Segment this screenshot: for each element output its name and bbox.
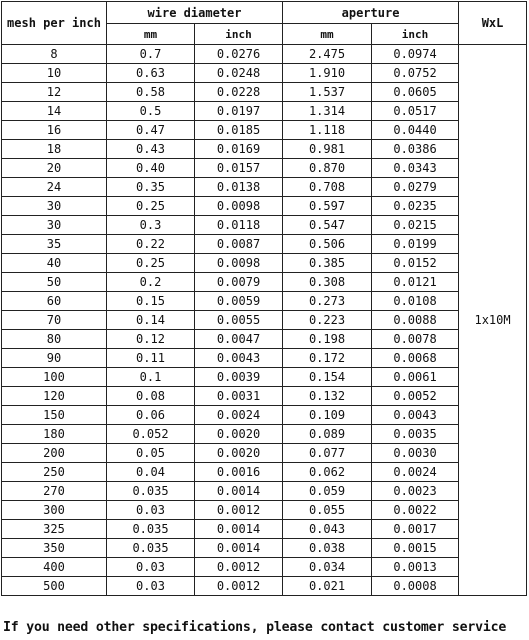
mesh-cell: 12 (2, 83, 107, 102)
wire-inch-cell: 0.0169 (195, 140, 283, 159)
wire-mm-cell: 0.14 (107, 311, 195, 330)
aperture-mm-cell: 0.089 (283, 425, 372, 444)
mesh-cell: 18 (2, 140, 107, 159)
table-row (2, 463, 527, 482)
aperture-inch-cell: 0.0017 (372, 520, 459, 539)
aperture-inch-cell: 0.0022 (372, 501, 459, 520)
aperture-mm-cell: 0.109 (283, 406, 372, 425)
aperture-mm-cell: 0.597 (283, 197, 372, 216)
aperture-mm-cell: 0.059 (283, 482, 372, 501)
aperture-mm-cell: 0.034 (283, 558, 372, 577)
mesh-cell: 14 (2, 102, 107, 121)
table-row (2, 558, 527, 577)
aperture-mm-cell: 0.077 (283, 444, 372, 463)
table-row (2, 387, 527, 406)
mesh-cell: 40 (2, 254, 107, 273)
table-row (2, 197, 527, 216)
table-row (2, 444, 527, 463)
wire-inch-cell: 0.0228 (195, 83, 283, 102)
wire-mm-cell: 0.08 (107, 387, 195, 406)
wire-mm-cell: 0.035 (107, 539, 195, 558)
wire-mm-cell: 0.03 (107, 501, 195, 520)
aperture-inch-cell: 0.0974 (372, 45, 459, 64)
wire-mm-cell: 0.5 (107, 102, 195, 121)
mesh-cell: 70 (2, 311, 107, 330)
wire-mm-cell: 0.35 (107, 178, 195, 197)
header-wire-diameter: wire diameter (107, 2, 283, 24)
table-row (2, 520, 527, 539)
aperture-inch-cell: 0.0215 (372, 216, 459, 235)
aperture-mm-cell: 0.198 (283, 330, 372, 349)
wire-mm-cell: 0.035 (107, 520, 195, 539)
table-row (2, 482, 527, 501)
aperture-mm-cell: 0.154 (283, 368, 372, 387)
mesh-spec-table (1, 1, 527, 596)
wire-inch-cell: 0.0024 (195, 406, 283, 425)
mesh-cell: 16 (2, 121, 107, 140)
spec-table-body (2, 45, 527, 596)
wire-mm-cell: 0.03 (107, 558, 195, 577)
aperture-inch-cell: 0.0517 (372, 102, 459, 121)
aperture-mm-cell: 0.308 (283, 273, 372, 292)
wire-inch-cell: 0.0098 (195, 197, 283, 216)
mesh-cell: 20 (2, 159, 107, 178)
table-row (2, 406, 527, 425)
table-row (2, 64, 527, 83)
aperture-inch-cell: 0.0052 (372, 387, 459, 406)
aperture-mm-cell: 0.043 (283, 520, 372, 539)
wire-mm-cell: 0.03 (107, 577, 195, 596)
aperture-inch-cell: 0.0386 (372, 140, 459, 159)
aperture-mm-cell: 0.547 (283, 216, 372, 235)
aperture-mm-cell: 0.870 (283, 159, 372, 178)
mesh-cell: 180 (2, 425, 107, 444)
table-row (2, 292, 527, 311)
aperture-mm-cell: 0.273 (283, 292, 372, 311)
wire-mm-cell: 0.1 (107, 368, 195, 387)
aperture-mm-cell: 0.981 (283, 140, 372, 159)
wire-mm-cell: 0.43 (107, 140, 195, 159)
table-row (2, 273, 527, 292)
wire-mm-cell: 0.035 (107, 482, 195, 501)
aperture-inch-cell: 0.0343 (372, 159, 459, 178)
mesh-cell: 90 (2, 349, 107, 368)
table-row (2, 45, 527, 64)
aperture-inch-cell: 0.0035 (372, 425, 459, 444)
header-aperture-mm: mm (283, 24, 372, 45)
wire-inch-cell: 0.0138 (195, 178, 283, 197)
mesh-cell: 500 (2, 577, 107, 596)
mesh-cell: 200 (2, 444, 107, 463)
wire-inch-cell: 0.0185 (195, 121, 283, 140)
aperture-mm-cell: 0.385 (283, 254, 372, 273)
wire-mm-cell: 0.2 (107, 273, 195, 292)
aperture-mm-cell: 0.021 (283, 577, 372, 596)
aperture-mm-cell: 0.223 (283, 311, 372, 330)
wire-mm-cell: 0.58 (107, 83, 195, 102)
aperture-mm-cell: 1.118 (283, 121, 372, 140)
wire-inch-cell: 0.0087 (195, 235, 283, 254)
aperture-mm-cell: 0.708 (283, 178, 372, 197)
table-row (2, 577, 527, 596)
wire-inch-cell: 0.0014 (195, 520, 283, 539)
mesh-cell: 100 (2, 368, 107, 387)
mesh-cell: 325 (2, 520, 107, 539)
aperture-inch-cell: 0.0068 (372, 349, 459, 368)
aperture-mm-cell: 0.132 (283, 387, 372, 406)
table-row (2, 425, 527, 444)
aperture-mm-cell: 1.910 (283, 64, 372, 83)
mesh-cell: 8 (2, 45, 107, 64)
table-row (2, 121, 527, 140)
aperture-inch-cell: 0.0235 (372, 197, 459, 216)
aperture-inch-cell: 0.0023 (372, 482, 459, 501)
table-row (2, 330, 527, 349)
aperture-inch-cell: 0.0152 (372, 254, 459, 273)
wire-mm-cell: 0.63 (107, 64, 195, 83)
wire-inch-cell: 0.0012 (195, 577, 283, 596)
wire-mm-cell: 0.15 (107, 292, 195, 311)
mesh-cell: 400 (2, 558, 107, 577)
aperture-inch-cell: 0.0015 (372, 539, 459, 558)
wire-inch-cell: 0.0039 (195, 368, 283, 387)
table-row (2, 311, 527, 330)
aperture-mm-cell: 0.038 (283, 539, 372, 558)
table-row (2, 349, 527, 368)
mesh-cell: 120 (2, 387, 107, 406)
mesh-cell: 80 (2, 330, 107, 349)
mesh-cell: 35 (2, 235, 107, 254)
wire-inch-cell: 0.0118 (195, 216, 283, 235)
mesh-cell: 30 (2, 216, 107, 235)
table-row (2, 102, 527, 121)
table-row (2, 539, 527, 558)
wire-mm-cell: 0.7 (107, 45, 195, 64)
mesh-cell: 10 (2, 64, 107, 83)
mesh-cell: 50 (2, 273, 107, 292)
wire-mm-cell: 0.05 (107, 444, 195, 463)
wire-inch-cell: 0.0020 (195, 444, 283, 463)
aperture-inch-cell: 0.0008 (372, 577, 459, 596)
wire-mm-cell: 0.25 (107, 197, 195, 216)
aperture-inch-cell: 0.0752 (372, 64, 459, 83)
mesh-cell: 350 (2, 539, 107, 558)
wire-inch-cell: 0.0276 (195, 45, 283, 64)
wire-mm-cell: 0.22 (107, 235, 195, 254)
aperture-inch-cell: 0.0108 (372, 292, 459, 311)
table-row (2, 178, 527, 197)
wire-inch-cell: 0.0012 (195, 501, 283, 520)
wire-mm-cell: 0.40 (107, 159, 195, 178)
table-row (2, 254, 527, 273)
mesh-cell: 300 (2, 501, 107, 520)
table-row (2, 159, 527, 178)
wire-inch-cell: 0.0043 (195, 349, 283, 368)
aperture-inch-cell: 0.0078 (372, 330, 459, 349)
aperture-mm-cell: 0.506 (283, 235, 372, 254)
wire-mm-cell: 0.06 (107, 406, 195, 425)
aperture-inch-cell: 0.0013 (372, 558, 459, 577)
table-row (2, 235, 527, 254)
mesh-cell: 270 (2, 482, 107, 501)
wire-mm-cell: 0.11 (107, 349, 195, 368)
aperture-mm-cell: 1.537 (283, 83, 372, 102)
wire-inch-cell: 0.0014 (195, 482, 283, 501)
aperture-inch-cell: 0.0088 (372, 311, 459, 330)
wire-inch-cell: 0.0197 (195, 102, 283, 121)
aperture-inch-cell: 0.0279 (372, 178, 459, 197)
header-wire-inch: inch (195, 24, 283, 45)
mesh-cell: 150 (2, 406, 107, 425)
table-row (2, 368, 527, 387)
header-mesh-per-inch: mesh per inch (2, 2, 107, 45)
table-row (2, 501, 527, 520)
wire-inch-cell: 0.0020 (195, 425, 283, 444)
size-cell: 1x10M (459, 45, 527, 596)
aperture-mm-cell: 0.055 (283, 501, 372, 520)
aperture-inch-cell: 0.0061 (372, 368, 459, 387)
header-row-1 (2, 2, 527, 24)
aperture-inch-cell: 0.0121 (372, 273, 459, 292)
wire-mm-cell: 0.04 (107, 463, 195, 482)
wire-mm-cell: 0.3 (107, 216, 195, 235)
aperture-inch-cell: 0.0024 (372, 463, 459, 482)
mesh-cell: 24 (2, 178, 107, 197)
wire-inch-cell: 0.0059 (195, 292, 283, 311)
wire-inch-cell: 0.0157 (195, 159, 283, 178)
wire-inch-cell: 0.0047 (195, 330, 283, 349)
wire-inch-cell: 0.0098 (195, 254, 283, 273)
mesh-cell: 60 (2, 292, 107, 311)
aperture-inch-cell: 0.0605 (372, 83, 459, 102)
aperture-inch-cell: 0.0199 (372, 235, 459, 254)
footer-note: If you need other specifications, please contact customer service (3, 620, 507, 635)
wire-inch-cell: 0.0016 (195, 463, 283, 482)
wire-mm-cell: 0.052 (107, 425, 195, 444)
aperture-inch-cell: 0.0030 (372, 444, 459, 463)
header-wire-mm: mm (107, 24, 195, 45)
aperture-mm-cell: 2.475 (283, 45, 372, 64)
aperture-inch-cell: 0.0440 (372, 121, 459, 140)
table-row (2, 83, 527, 102)
aperture-mm-cell: 1.314 (283, 102, 372, 121)
wire-inch-cell: 0.0079 (195, 273, 283, 292)
header-aperture-inch: inch (372, 24, 459, 45)
mesh-cell: 30 (2, 197, 107, 216)
aperture-inch-cell: 0.0043 (372, 406, 459, 425)
aperture-mm-cell: 0.062 (283, 463, 372, 482)
table-row (2, 216, 527, 235)
wire-inch-cell: 0.0014 (195, 539, 283, 558)
wire-inch-cell: 0.0055 (195, 311, 283, 330)
table-row (2, 140, 527, 159)
wire-inch-cell: 0.0248 (195, 64, 283, 83)
header-wxl: WxL (459, 2, 527, 45)
wire-inch-cell: 0.0012 (195, 558, 283, 577)
mesh-cell: 250 (2, 463, 107, 482)
wire-mm-cell: 0.12 (107, 330, 195, 349)
wire-inch-cell: 0.0031 (195, 387, 283, 406)
wire-mm-cell: 0.47 (107, 121, 195, 140)
wire-mm-cell: 0.25 (107, 254, 195, 273)
aperture-mm-cell: 0.172 (283, 349, 372, 368)
header-aperture: aperture (283, 2, 459, 24)
